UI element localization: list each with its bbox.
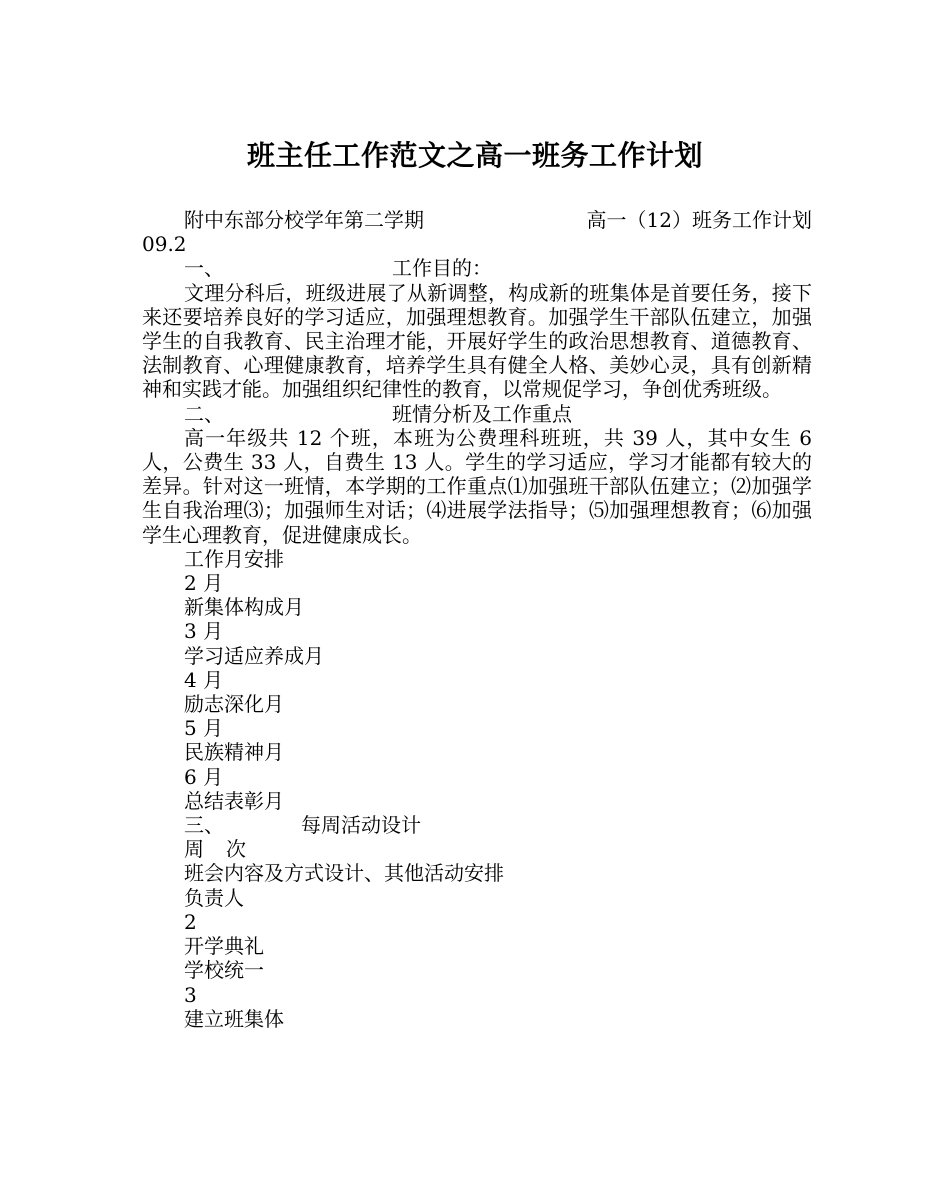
month-theme: 民族精神月	[184, 740, 284, 765]
section-title: 工作目的：	[392, 256, 492, 281]
month-label: 3 月	[184, 619, 224, 644]
plan-header	[142, 208, 812, 232]
column-week-char-2: 次	[226, 837, 246, 862]
section-title: 班情分析及工作重点	[392, 401, 572, 426]
row-content: 开学典礼	[184, 934, 264, 959]
month-theme: 新集体构成月	[184, 595, 304, 620]
section-1-paragraph: 文理分科后，班级进展了从新调整，构成新的班集体是首要任务，接下来还要培养良好的学习适应，加强理想教育。加强学生干部队伍建立，加强学生的自我教育、民主治理才能，开展好学生的政治思想教育、道德教育、法制教育、心理健康教育，培养学生具有健全人格、美妙心灵，具有创新精神和实践才能。加强组织纪律性的教育，以常规促学习，争创优秀班级。	[142, 280, 812, 402]
header-date: 09.2	[142, 232, 187, 257]
month-theme: 总结表彰月	[184, 788, 284, 813]
section-2-paragraph: 高一年级共 12 个班，本班为公费理科班班，共 39 人，其中女生 6 人，公费生 33 人，自费生 13 人。学生的学习适应，学习才能都有较大的差异。针对这一班情，本学期的工作重点⑴加强班干部队伍建立；⑵加强学生自我治理⑶；加强师生对话；⑷进展学法指导；⑸加强理想教育；⑹加强学生心理教育，促进健康成长。	[142, 425, 812, 547]
section-3-heading	[142, 813, 812, 837]
month-label: 5 月	[184, 716, 224, 741]
month-label: 4 月	[184, 667, 224, 692]
month-theme: 学习适应养成月	[184, 643, 324, 668]
row-week: 3	[184, 982, 197, 1007]
document-title: 班主任工作范文之高一班务工作计划	[246, 139, 703, 172]
month-label: 6 月	[184, 764, 224, 789]
monthly-heading: 工作月安排	[184, 546, 284, 571]
section-number: 二、	[184, 401, 224, 426]
column-content: 班会内容及方式设计、其他活动安排	[184, 861, 504, 886]
row-week: 2	[184, 909, 197, 934]
header-school-term: 附中东部分校学年第二学期	[184, 208, 424, 232]
column-week-char-1: 周	[184, 837, 204, 862]
section-2-heading	[142, 402, 812, 426]
column-owner: 负责人	[184, 885, 244, 910]
row-owner: 学校统一	[184, 958, 264, 983]
row-content: 建立班集体	[184, 1006, 284, 1031]
section-number: 一、	[184, 256, 224, 281]
column-week	[142, 837, 812, 861]
section-1-heading	[142, 256, 812, 280]
month-theme: 励志深化月	[184, 692, 284, 717]
month-label: 2 月	[184, 571, 224, 596]
section-title: 每周活动设计	[301, 813, 421, 838]
document-body	[142, 208, 812, 1031]
section-number: 三、	[184, 813, 224, 838]
header-class-plan: 高一（12）班务工作计划	[586, 208, 812, 232]
